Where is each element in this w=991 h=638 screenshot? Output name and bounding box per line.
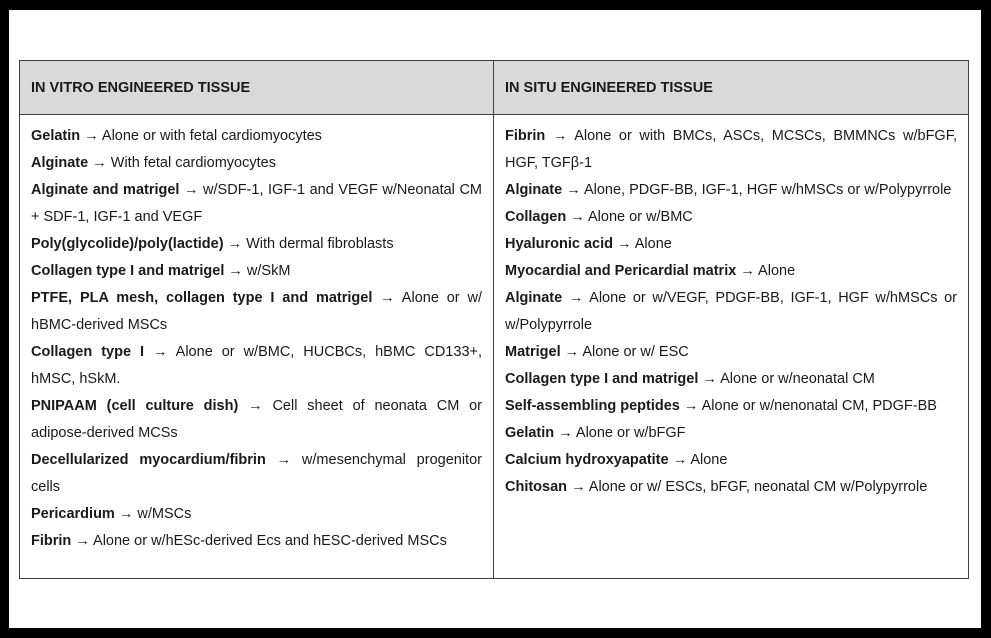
entry-term: Collagen type I and matrigel	[505, 371, 699, 387]
entry-desc: → Alone or w/BMC, HUCBCs, hBMC CD133+, hMSC, hSkM.	[31, 344, 482, 387]
entry-desc: → w/SDF-1, IGF-1 and VEGF w/Neonatal CM + SDF-1, IGF-1 and VEGF	[31, 182, 482, 225]
entry-desc: → Alone or w/VEGF, PDGF-BB, IGF-1, HGF w/hMSCs or w/Polypyrrole	[505, 290, 957, 333]
entry-desc: → Alone or w/ ESC	[564, 344, 689, 360]
table-header-row	[20, 61, 969, 115]
in-situ-entry	[505, 366, 957, 393]
entry-term: Collagen type I	[31, 344, 145, 360]
entry-term: Chitosan	[505, 479, 568, 495]
entry-term: Decellularized myocardium/fibrin	[31, 452, 266, 468]
entry-term: Poly(glycolide)/poly(lactide)	[31, 236, 224, 252]
in-vitro-entry	[31, 393, 482, 447]
entry-desc: → w/mesenchymal progenitor cells	[31, 452, 482, 495]
entry-term: Collagen	[505, 209, 567, 225]
entry-desc: → w/SkM	[228, 263, 291, 279]
in-situ-entry	[505, 258, 957, 285]
in-situ-entry	[505, 420, 957, 447]
table-body-row	[20, 115, 969, 579]
entry-term: Myocardial and Pericardial matrix	[505, 263, 737, 279]
entry-term: Hyaluronic acid	[505, 236, 613, 252]
in-situ-entry	[505, 474, 957, 501]
entry-term: Collagen type I and matrigel	[31, 263, 225, 279]
in-situ-entry	[505, 339, 957, 366]
in-situ-entry	[505, 123, 957, 177]
in-vitro-entry	[31, 150, 482, 177]
entry-desc: → Alone or w/neonatal CM	[702, 371, 875, 387]
in-situ-entry	[505, 231, 957, 258]
in-vitro-entry	[31, 177, 482, 231]
in-vitro-entry	[31, 528, 482, 555]
entry-desc: → Alone or w/nenonatal CM, PDGF-BB	[683, 398, 937, 414]
entry-desc: → With fetal cardiomyocytes	[92, 155, 276, 171]
entry-desc: → Alone	[617, 236, 672, 252]
entry-term: Self-assembling peptides	[505, 398, 680, 414]
entry-desc: → Alone or w/ ESCs, bFGF, neonatal CM w/Polypyrrole	[571, 479, 928, 495]
document-page	[9, 10, 981, 628]
entry-term: Fibrin	[31, 533, 72, 549]
entry-desc: → Alone or with BMCs, ASCs, MCSCs, BMMNCs w/bFGF, HGF, TGFβ-1	[505, 128, 957, 171]
entry-term: Pericardium	[31, 506, 115, 522]
entry-desc: → Alone or w/ hBMC-derived MSCs	[31, 290, 483, 333]
in-situ-entry	[505, 285, 957, 339]
in-situ-entry	[505, 204, 957, 231]
in-situ-entry	[505, 447, 957, 474]
entry-term: Matrigel	[505, 344, 561, 360]
in-vitro-cell	[20, 115, 494, 579]
in-vitro-entry	[31, 123, 482, 150]
entry-desc: → Alone	[740, 263, 796, 279]
entry-term: PTFE, PLA mesh, collagen type I and matrigel	[31, 290, 373, 306]
in-situ-entry	[505, 393, 957, 420]
entry-term: Fibrin	[505, 128, 546, 144]
entry-term: Alginate and matrigel	[31, 182, 180, 198]
in-vitro-entry	[31, 231, 482, 258]
entry-term: Alginate	[505, 182, 563, 198]
entry-desc: → Alone or w/BMC	[570, 209, 693, 225]
entry-term: Gelatin	[505, 425, 555, 441]
entry-desc: → Alone or w/bFGF	[558, 425, 686, 441]
header-in-situ: IN SITU ENGINEERED TISSUE	[494, 61, 969, 115]
entry-term: Alginate	[31, 155, 89, 171]
entry-term: Gelatin	[31, 128, 81, 144]
in-vitro-entry	[31, 501, 482, 528]
entry-desc: → Alone or with fetal cardiomyocytes	[84, 128, 322, 144]
in-vitro-entry	[31, 285, 482, 339]
entry-term: Alginate	[505, 290, 563, 306]
header-in-vitro: IN VITRO ENGINEERED TISSUE	[20, 61, 494, 115]
entry-desc: → With dermal fibroblasts	[227, 236, 394, 252]
entry-desc: → w/MSCs	[118, 506, 192, 522]
entry-desc: → Cell sheet of neonata CM or adipose-derived MCSs	[31, 398, 483, 441]
in-situ-cell	[494, 115, 969, 579]
entry-term: Calcium hydroxyapatite	[505, 452, 669, 468]
entry-desc: → Alone, PDGF-BB, IGF-1, HGF w/hMSCs or w/Polypyrrole	[566, 182, 952, 198]
entry-term: PNIPAAM (cell culture dish)	[31, 398, 239, 414]
entry-desc: → Alone or w/hESc-derived Ecs and hESC-derived MSCs	[75, 533, 447, 549]
in-vitro-entry	[31, 447, 482, 501]
in-vitro-entry	[31, 339, 482, 393]
in-vitro-entry	[31, 258, 482, 285]
in-situ-entry	[505, 177, 957, 204]
scaffold-table	[19, 60, 969, 579]
entry-desc: → Alone	[672, 452, 728, 468]
